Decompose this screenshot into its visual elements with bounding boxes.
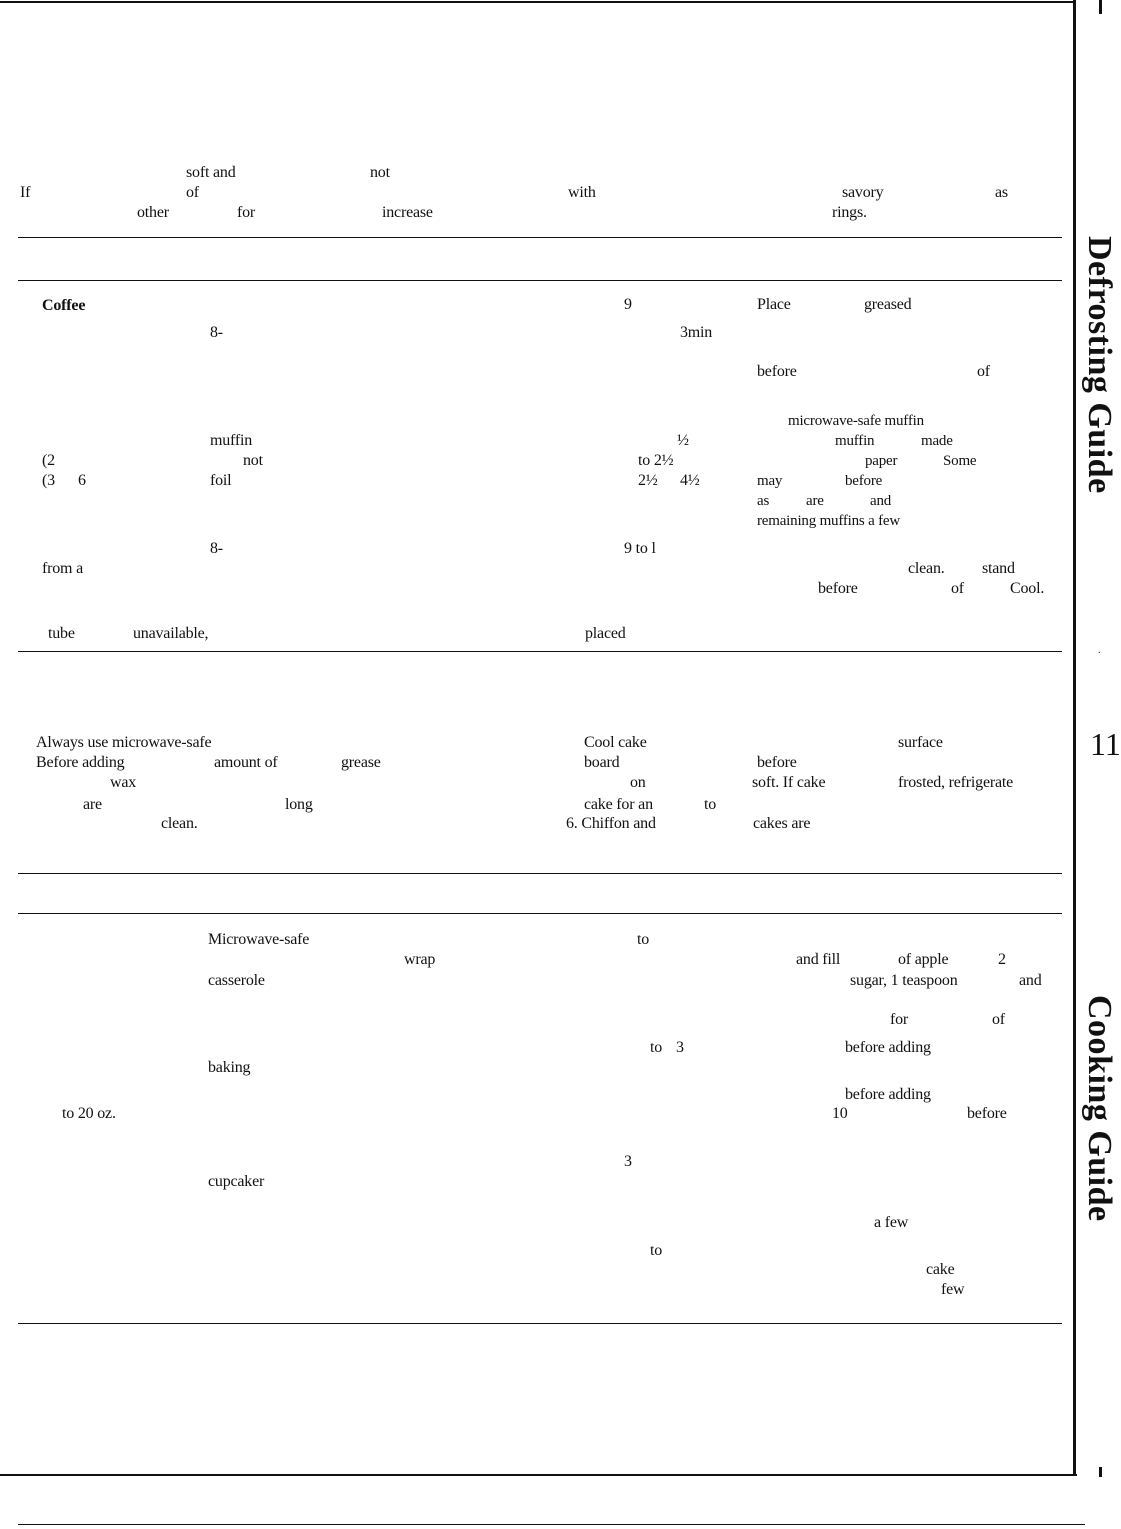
cook-row-time: 3 bbox=[676, 1039, 684, 1056]
intro-text: rings. bbox=[832, 204, 867, 221]
defrost-row-directions: stand bbox=[982, 560, 1015, 577]
defrost-row-time: ½ bbox=[677, 432, 689, 449]
cook-row-time: 3 bbox=[624, 1153, 632, 1170]
defrost-row-directions: of bbox=[977, 363, 990, 380]
cook-row-directions: of bbox=[992, 1011, 1005, 1028]
intro-text: with bbox=[568, 184, 596, 201]
defrost-row-time: 9 to l bbox=[624, 540, 656, 557]
intro-text: If bbox=[20, 184, 31, 201]
cook-row-directions: before adding bbox=[845, 1039, 931, 1056]
cook-row-time: to bbox=[637, 931, 650, 948]
tip-text: clean. bbox=[161, 815, 198, 832]
defrost-row-qty: 6 bbox=[78, 472, 86, 489]
defrost-row-directions: are bbox=[806, 493, 824, 509]
defrost-row-directions: before bbox=[757, 363, 797, 380]
footer-rule bbox=[18, 1524, 1085, 1525]
cook-row-directions: of apple bbox=[898, 951, 949, 968]
defrost-row-qty: not bbox=[243, 452, 263, 469]
tip-text: surface bbox=[898, 734, 943, 751]
cook-row-directions: before bbox=[967, 1105, 1007, 1122]
defrost-row-directions: muffin bbox=[835, 433, 875, 449]
right-margin-bar bbox=[1073, 0, 1076, 1475]
defrost-row-directions: Place bbox=[757, 296, 791, 313]
defrost-footnote: tube bbox=[48, 625, 75, 642]
cook-row-directions: 10 bbox=[832, 1105, 848, 1122]
tip-text: on bbox=[630, 774, 646, 791]
cook-row-container: Microwave-safe bbox=[208, 931, 310, 948]
top-border bbox=[0, 1, 1073, 3]
defrost-row-time: 2½ bbox=[638, 472, 658, 489]
defrost-row-directions: remaining muffins a few bbox=[757, 513, 900, 529]
tip-text: wax bbox=[110, 774, 137, 791]
cook-row-directions: 2 bbox=[998, 951, 1006, 968]
page-number: 11 bbox=[1090, 726, 1121, 762]
defrost-row-directions: and bbox=[870, 493, 892, 509]
tip-text: amount of bbox=[214, 754, 278, 771]
bottom-border bbox=[0, 1474, 1077, 1476]
tip-text: to bbox=[704, 796, 717, 813]
cook-row-directions: few bbox=[941, 1281, 965, 1298]
defrost-row-qty: (2 bbox=[42, 452, 55, 469]
intro-text: savory bbox=[842, 184, 884, 201]
section-title-cooking-guide: Cooking Guide bbox=[1081, 995, 1118, 1222]
defrost-row-directions: before bbox=[818, 580, 858, 597]
cook-row-container: cupcaker bbox=[208, 1173, 265, 1190]
cook-table-header-rule bbox=[18, 913, 1062, 914]
right-tab-top-tick bbox=[1099, 0, 1102, 14]
defrost-row-directions: may bbox=[757, 473, 783, 489]
defrost-row-size: 8- bbox=[210, 540, 223, 557]
defrost-table-top-rule bbox=[18, 237, 1062, 238]
cook-row-directions: and bbox=[1019, 972, 1042, 989]
cook-row-directions: and fill bbox=[796, 951, 841, 968]
tip-text: Before adding bbox=[36, 754, 125, 771]
defrost-row-qty: (3 bbox=[42, 472, 55, 489]
defrost-row-qty: foil bbox=[210, 472, 232, 489]
defrost-row-time: 9 bbox=[624, 296, 632, 313]
tip-text: Cool cake bbox=[584, 734, 647, 751]
cook-row-directions: for bbox=[890, 1011, 909, 1028]
intro-text: soft and bbox=[186, 164, 236, 181]
defrost-row-item: from a bbox=[42, 560, 84, 577]
tip-text: 6. Chiffon and bbox=[566, 815, 656, 832]
tip-text: long bbox=[285, 796, 313, 813]
defrost-row-directions: Cool. bbox=[1010, 580, 1045, 597]
cook-row-directions: before adding bbox=[845, 1086, 931, 1103]
cook-row-cover: wrap bbox=[404, 951, 436, 968]
cook-row-container: baking bbox=[208, 1059, 251, 1076]
cook-table-bottom-rule bbox=[18, 1323, 1062, 1324]
defrost-row-size: 8- bbox=[210, 324, 223, 341]
tip-text: frosted, refrigerate bbox=[898, 774, 1014, 791]
defrost-row-directions: made bbox=[921, 433, 953, 449]
cook-row-amount: to 20 oz. bbox=[62, 1105, 116, 1122]
tip-text: Always use microwave-safe bbox=[36, 734, 212, 751]
cook-row-time: to bbox=[650, 1242, 663, 1259]
tip-text: are bbox=[83, 796, 102, 813]
intro-text: of bbox=[186, 184, 199, 201]
defrost-row-directions: microwave-safe muffin bbox=[788, 413, 924, 429]
defrost-row-time: to 2½ bbox=[638, 452, 674, 469]
side-dot: . bbox=[1098, 645, 1101, 656]
intro-text: for bbox=[237, 204, 256, 221]
defrost-row-directions: clean. bbox=[908, 560, 945, 577]
intro-text: other bbox=[137, 204, 169, 221]
defrost-row-time: 4½ bbox=[680, 472, 700, 489]
intro-text: not bbox=[370, 164, 390, 181]
defrost-row-directions: paper bbox=[865, 453, 898, 469]
tip-text: grease bbox=[341, 754, 381, 771]
tip-text: cakes are bbox=[753, 815, 811, 832]
tip-text: before bbox=[757, 754, 797, 771]
cook-table-top-rule bbox=[18, 873, 1062, 874]
cook-row-directions: sugar, 1 teaspoon bbox=[850, 972, 958, 989]
tip-text: board bbox=[584, 754, 620, 771]
cook-row-container: casserole bbox=[208, 972, 265, 989]
defrost-row-directions: as bbox=[757, 493, 770, 509]
intro-text: as bbox=[995, 184, 1008, 201]
defrost-table-bottom-rule bbox=[18, 651, 1062, 652]
tip-text: cake for an bbox=[584, 796, 653, 813]
cook-row-time: to bbox=[650, 1039, 663, 1056]
cook-row-directions: cake bbox=[926, 1261, 955, 1278]
defrost-row-directions: of bbox=[951, 580, 964, 597]
defrost-footnote: placed bbox=[585, 625, 626, 642]
tip-text: soft. If cake bbox=[752, 774, 826, 791]
defrost-footnote: unavailable, bbox=[133, 625, 209, 642]
defrost-row-directions: before bbox=[845, 473, 883, 489]
defrost-table-header-rule bbox=[18, 280, 1062, 281]
defrost-row-size: muffin bbox=[210, 432, 253, 449]
defrost-row-directions: Some bbox=[943, 453, 977, 469]
defrost-row-item: Coffee bbox=[42, 297, 86, 314]
right-tab-bottom-tick bbox=[1099, 1467, 1102, 1477]
cook-row-directions: a few bbox=[874, 1214, 909, 1231]
defrost-row-directions: greased bbox=[864, 296, 912, 313]
section-title-defrosting-guide: Defrosting Guide bbox=[1081, 236, 1118, 494]
defrost-row-time: 3min bbox=[680, 324, 713, 341]
intro-text: increase bbox=[382, 204, 433, 221]
